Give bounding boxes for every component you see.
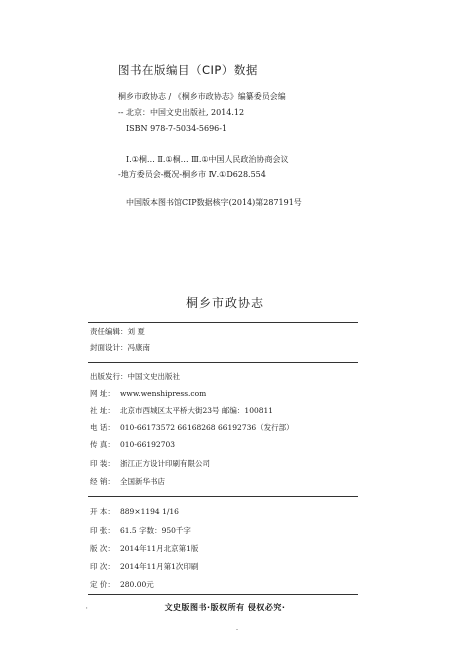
editor-label: 责任编辑： [90,327,128,336]
cover-designer-line [90,344,150,352]
editor-value: 刘 夏 [127,327,145,336]
cover-designer-value: 冯康南 [127,343,150,352]
scan-mark: ' [86,607,88,614]
cip-line-isbn: ISBN 978-7-5034-5696-1 [126,124,228,133]
distributor-label: 经 销： [90,477,115,486]
publisher-line [90,373,180,381]
website-line [90,390,206,398]
edition-label: 版 次： [90,544,115,553]
printer-line [90,460,210,468]
address-label: 社 址： [90,406,115,415]
cip-line-publisher: -- 北京：中国文史出版社, 2014.12 [118,108,245,117]
phone-label: 电 话： [90,423,115,432]
price-label: 定 价： [90,580,115,589]
format-label: 开 本： [90,507,115,516]
cover-designer-label: 封面设计： [90,343,128,352]
printing-value: 2014年11月第1次印刷 [120,562,199,571]
website-value: www.wenshipress.com [120,389,207,398]
address-line [90,407,273,415]
format-value: 889×1194 1/16 [120,507,179,516]
phone-line [90,424,294,432]
distributor-line [90,478,165,486]
sheets-line [90,527,191,535]
divider [88,594,358,595]
copyright-notice: 文史版图书·版权所有 侵权必究· [164,603,286,612]
price-line [90,581,154,589]
fax-label: 传 真： [90,440,115,449]
printing-line [90,563,198,571]
format-line [90,508,179,516]
distributor-value: 全国新华书店 [120,477,165,486]
sheets-value: 61.5 字数：950千字 [120,526,191,535]
address-value: 北京市西城区太平桥大街23号 邮编：100811 [120,406,274,415]
fax-value: 010-66192703 [120,440,176,449]
fax-line [90,441,175,449]
cip-line-title: 桐乡市政协志 / 《桐乡市政协志》编纂委员会编 [118,92,286,101]
price-value: 280.00元 [120,580,154,589]
cip-line-subject-1: Ⅰ.①桐… Ⅱ.①桐… Ⅲ.①中国人民政治协商会议 [126,155,289,164]
printing-label: 印 次： [90,562,115,571]
edition-value: 2014年11月北京第1版 [120,544,199,553]
edition-line [90,545,198,553]
publisher-label: 出版发行： [90,372,128,381]
divider [88,496,358,497]
cip-line-record-number: 中国版本图书馆CIP数据核字(2014)第287191号 [126,198,302,207]
cip-heading: 图书在版编目（CIP）数据 [118,63,258,77]
editor-line [90,328,145,336]
sheets-label: 印 张： [90,526,115,535]
publisher-value: 中国文史出版社 [127,372,180,381]
book-title: 桐乡市政协志 [185,296,264,310]
scan-mark: - [236,626,239,633]
divider [88,362,358,363]
cip-line-subject-2: -地方委员会-概况-桐乡市 Ⅳ.①D628.554 [118,170,266,179]
printer-label: 印 装： [90,459,115,468]
phone-value: 010-66173572 66168268 66192736（发行部） [120,423,294,432]
divider [88,322,358,323]
website-label: 网 址： [90,389,115,398]
printer-value: 浙江正方设计印刷有限公司 [120,459,210,468]
